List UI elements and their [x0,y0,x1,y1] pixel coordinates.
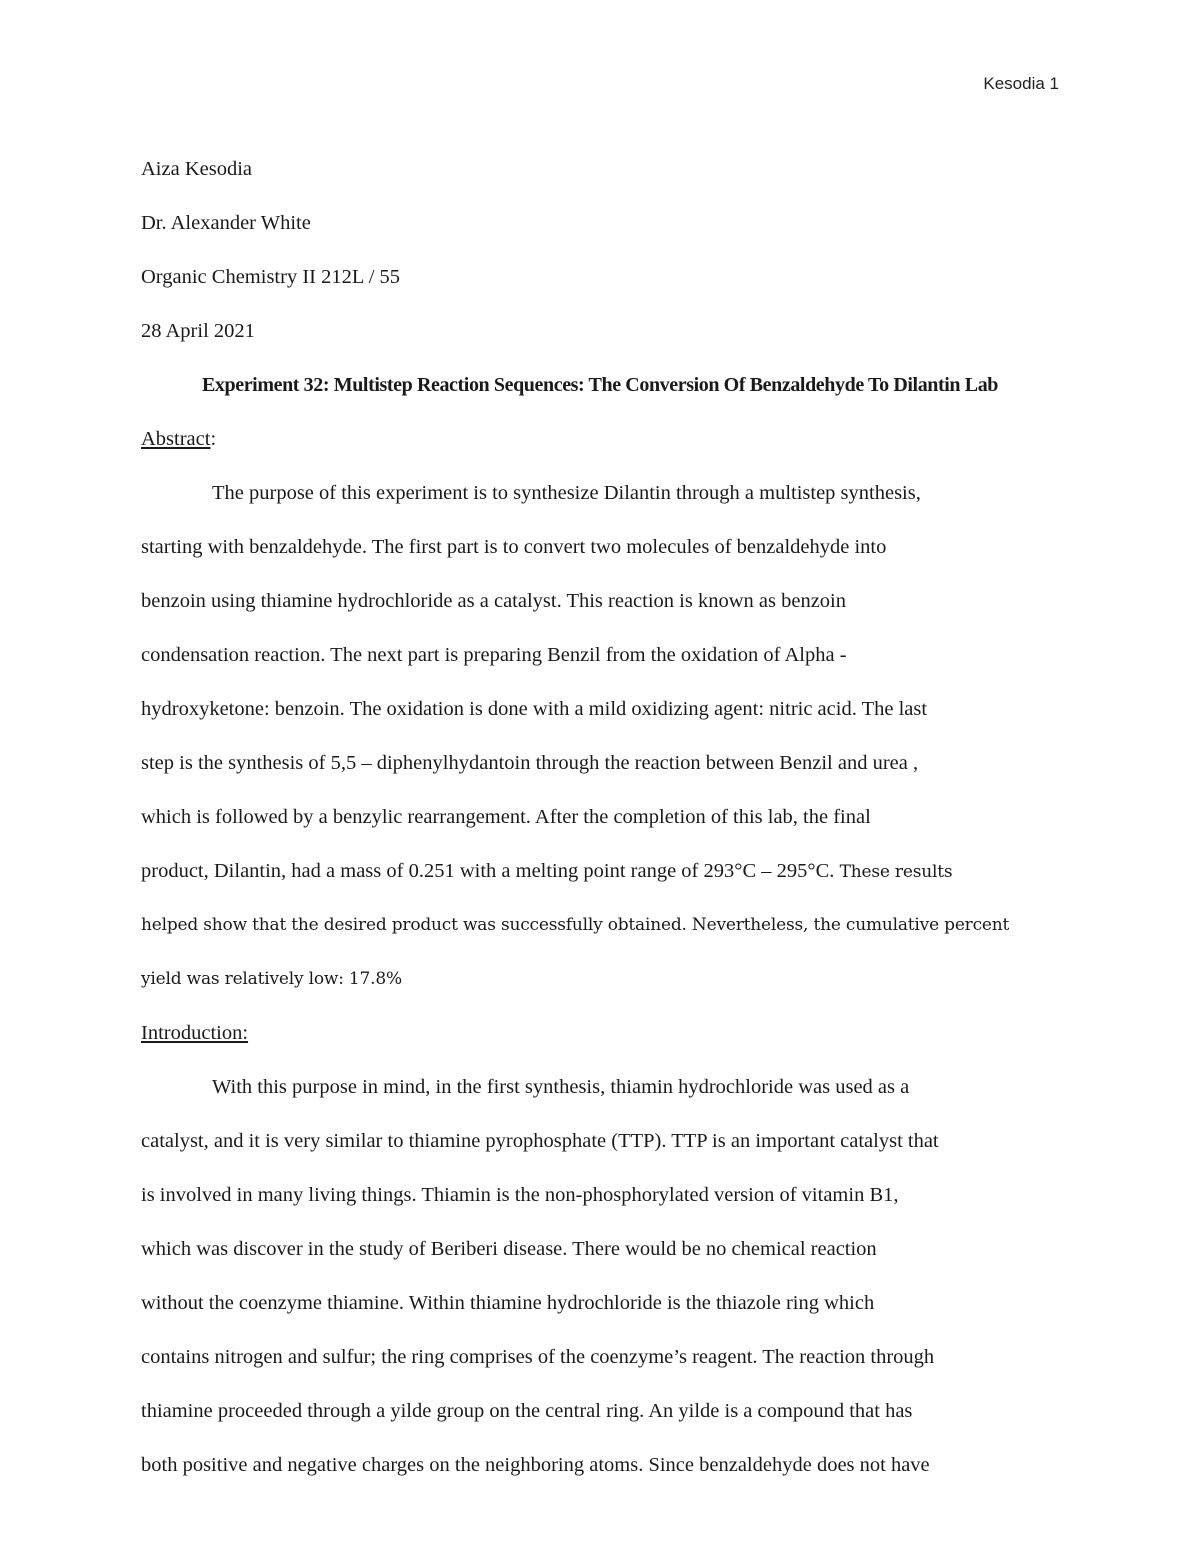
course-name: Organic Chemistry II 212L / 55 [141,266,401,288]
abstract-heading: Abstract [141,428,211,450]
abstract-line: helped show that the desired product was successfully obtained. Nevertheless, the cumulative percent [141,915,1010,935]
abstract-line: condensation reaction. The next part is preparing Benzil from the oxidation of Alpha - [141,644,847,666]
introduction-line: which was discover in the study of Beriberi disease. There would be no chemical reaction [141,1238,877,1260]
introduction-line: both positive and negative charges on the neighboring atoms. Since benzaldehyde does not have [141,1454,930,1476]
introduction-line: thiamine proceeded through a yilde group on the central ring. An yilde is a compound that has [141,1400,913,1422]
abstract-heading-colon: : [210,428,217,450]
document-body [141,142,1059,1492]
instructor-name: Dr. Alexander White [141,212,311,234]
introduction-heading: Introduction: [141,1022,249,1044]
introduction-line: contains nitrogen and sulfur; the ring comprises of the coenzyme’s reagent. The reaction through [141,1346,935,1368]
abstract-heading-line [141,412,1059,466]
abstract-line: step is the synthesis of 5,5 – diphenylhydantoin through the reaction between Benzil and urea , [141,752,919,774]
running-header: Kesodia 1 [983,74,1059,93]
introduction-line: With this purpose in mind, in the first synthesis, thiamin hydrochloride was used as a [212,1076,910,1098]
introduction-line: without the coenzyme thiamine. Within thiamine hydrochloride is the thiazole ring which [141,1292,875,1314]
abstract-line [141,844,1059,898]
abstract-line: The purpose of this experiment is to synthesize Dilantin through a multistep synthesis, [212,482,921,504]
introduction-heading-line [141,1006,1059,1060]
document-title: Experiment 32: Multistep Reaction Sequences: The Conversion Of Benzaldehyde To Dilantin Lab [201,374,999,396]
introduction-line: is involved in many living things. Thiamin is the non-phosphorylated version of vitamin B1, [141,1184,899,1206]
abstract-line: benzoin using thiamine hydrochloride as a catalyst. This reaction is known as benzoin [141,590,846,612]
abstract-result-text-small: These results [834,862,953,882]
abstract-line: hydroxyketone: benzoin. The oxidation is done with a mild oxidizing agent: nitric acid. The last [141,698,928,720]
abstract-line: which is followed by a benzylic rearrangement. After the completion of this lab, the final [141,806,871,828]
introduction-line: catalyst, and it is very similar to thiamine pyrophosphate (TTP). TTP is an important catalyst that [141,1130,939,1152]
abstract-result-text: product, Dilantin, had a mass of 0.251 with a melting point range of 293°C – 295°C. [141,860,835,882]
abstract-line: yield was relatively low: 17.8% [141,969,402,989]
author-name: Aiza Kesodia [141,158,252,180]
abstract-line: starting with benzaldehyde. The first part is to convert two molecules of benzaldehyde into [141,536,887,558]
document-date: 28 April 2021 [141,320,255,342]
